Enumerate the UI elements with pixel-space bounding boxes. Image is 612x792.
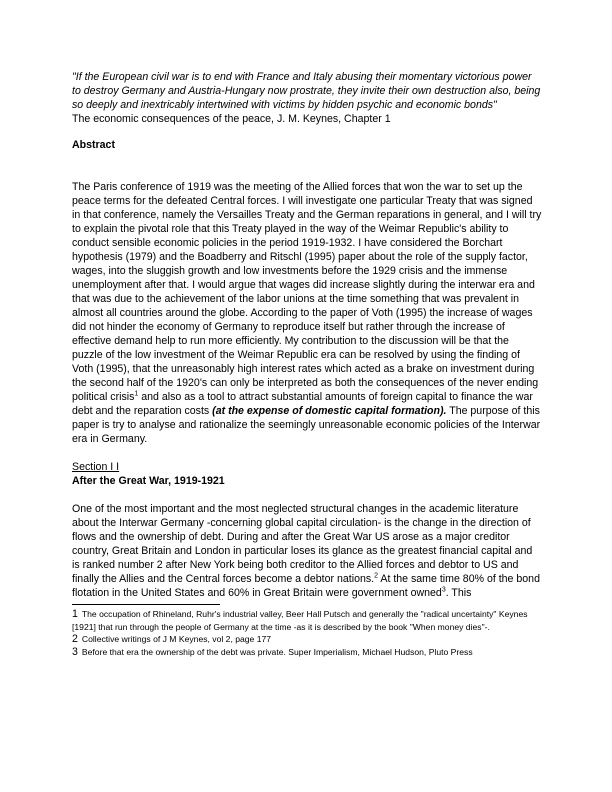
section-text: . This [445,587,472,599]
footnote-ref-2[interactable]: 2 [374,572,379,580]
abstract-emphasis: (at the expense of domestic capital formation). [212,405,447,417]
footnote-ref-3[interactable]: 3 [441,586,446,594]
footnote-text: The occupation of Rhineland, Ruhr's industrial valley, Beer Hall Putsch and generally the "radical uncertainty" Keynes [1921] that run through the people of Germany at the time -as it is described by the book "When money dies"-. [72,609,528,632]
footnote-text: Collective writings of J M Keynes, vol 2, page 177 [81,634,272,644]
footnote-ref-1[interactable]: 1 [134,390,139,398]
section-text: At the same time 80% of the bond flotation in the United States and 60% in Great Britain were government owned [72,573,540,599]
footnote-1 [72,608,542,633]
footnote-number: 1 [72,608,78,620]
document-page [72,70,542,658]
epigraph-citation: The economic consequences of the peace, J. M. Keynes, Chapter 1 [72,113,391,125]
footnote-2 [72,633,542,646]
abstract-text: The purpose of this paper is try to analyse and rationalize the seemingly unreasonable economic policies of the Interwar era in Germany. [72,405,541,445]
footnote-3 [72,646,542,659]
section-label: Section I I [72,461,120,473]
section-paragraph [72,502,542,600]
footnote-text: Before that era the ownership of the debt was private. Super Imperialism, Michael Hudson, Pluto Press [81,646,473,657]
footnote-number: 3 [72,645,78,658]
section-text: One of the most important and the most neglected structural changes in the academic literature about the Interwar Germany -concerning global capital circulation- is the change in the direction of flows and the ownership of debt. During and after the Great War US arose as a major creditor country, Great Britain and London in particular loses its glance as the greatest financial capital and is ranked number 2 after New York being both creditor to the Allied forces and debtor to US and finally the Allies and the Central forces become a debtor nations. [72,503,533,585]
abstract-paragraph [72,180,542,446]
abstract-text: The Paris conference of 1919 was the meeting of the Allied forces that won the war to set up the peace terms for the defeated Central forces. I will investigate one particular Treaty that was signed in that conference, namely the Versailles Treaty and the German reparations in general, and I will try to explain the pivotal role that this Treaty played in the way of the Weimar Republic's ability to conduct sensible economic policies in the period 1919-1932. I have considered the Borchart hypothesis (1979) and the Boadberry and Ritschl (1995) paper about the role of the supply factor, wages, into the sluggish growth and low investments before the 1929 crisis and the immense unemployment after that. I would argue that wages did increase slightly during the interwar era and that was due to the achievement of the labor unions at the time something that was prevalent in almost all countries around the globe. According to the paper of Voth (1995) the increase of wages did not hinder the economy of Germany to reproduce itself but rather through the increase of effective demand help to run more efficiently. My contribution to the discussion will be that the puzzle of the low investment of the Weimar Republic era can be resolved by using the finding of Voth (1995), that the unreasonably high interest rates which acted as a brake on investment during the second half of the 1920's can only be interpreted as both the consequences of the never ending political crisis [72,181,542,403]
epigraph-quote: "If the European civil war is to end with France and Italy abusing their momentary victorious power to destroy Germany and Austria-Hungary now prostrate, they invite their own destruction also, being so deeply and inextricably intertwined with victims by hidden psychic and economic bonds" [72,71,541,111]
footnote-number: 2 [72,633,78,645]
abstract-text: and also as a tool to attract substantial amounts of foreign capital to finance the war debt and the reparation costs [72,391,533,417]
footnotes [72,608,542,658]
footnote-divider [72,604,220,605]
section-title: After the Great War, 1919-1921 [72,475,225,487]
abstract-heading: Abstract [72,139,115,151]
